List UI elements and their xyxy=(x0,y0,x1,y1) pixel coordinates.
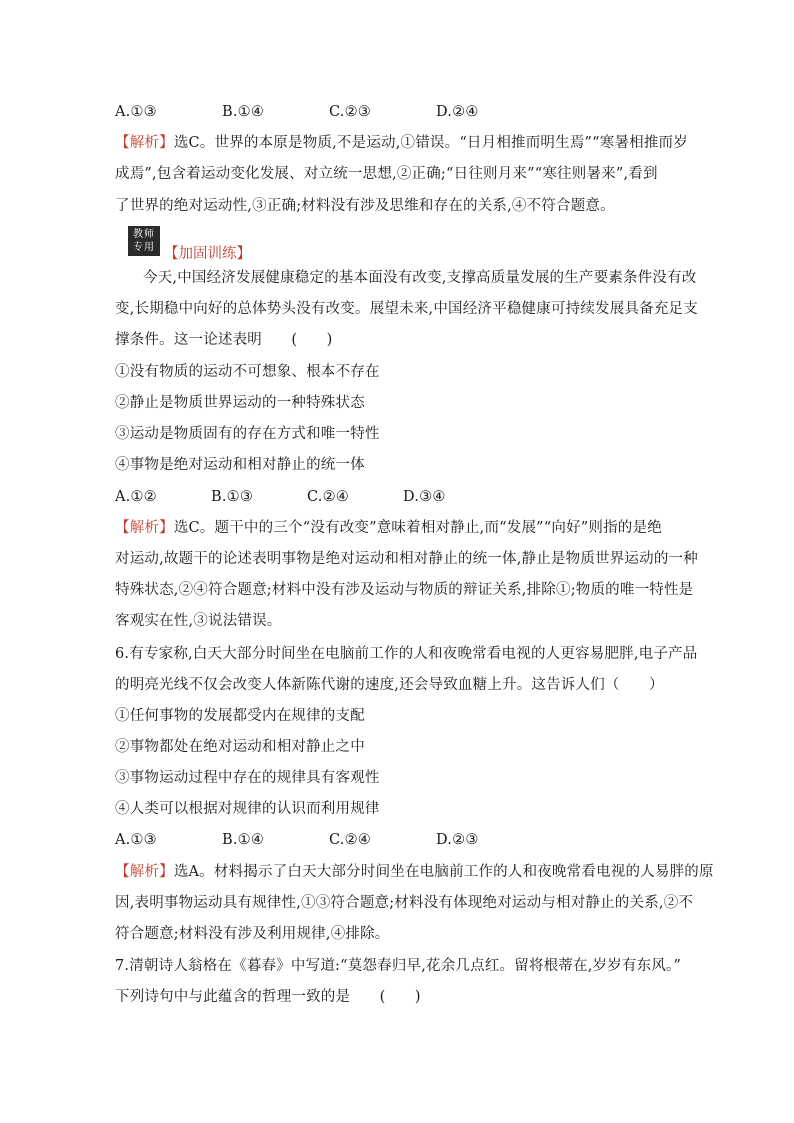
extra-analysis-line-3: 特殊状态,②④符合题意;材料中没有涉及运动与物质的辩证关系,排除①;物质的唯一特性是 xyxy=(115,582,694,598)
q4-options xyxy=(115,102,695,122)
option-d: D.②④ xyxy=(436,104,479,120)
q6-item-4: ④人类可以根据对规律的认识而利用规律 xyxy=(115,801,380,817)
extra-stem-line-1: 今天,中国经济发展健康稳定的基本面没有改变,支撑高质量发展的生产要素条件没有改 xyxy=(143,270,697,286)
q6-item-3: ③事物运动过程中存在的规律具有客观性 xyxy=(115,770,380,786)
analysis-tag: 【解析】 xyxy=(115,864,174,880)
extra-item-3: ③运动是物质固有的存在方式和唯一特性 xyxy=(115,426,380,442)
reinforcement-label: 【加固训练】 xyxy=(164,246,251,262)
extra-item-1: ①没有物质的运动不可想象、根本不存在 xyxy=(115,364,380,380)
option-b: B.①③ xyxy=(211,489,254,505)
q6-item-2: ②事物都处在绝对运动和相对静止之中 xyxy=(115,739,365,755)
option-a: A.①③ xyxy=(115,104,157,120)
q4-analysis-line-3: 了世界的绝对运动性,③正确;材料没有涉及思维和存在的关系,④不符合题意。 xyxy=(115,198,615,214)
q7-stem-line-1: 7.清朝诗人翁格在《暮春》中写道:“莫怨春归早,花余几点红。留将根蒂在,岁岁有东风。” xyxy=(115,958,682,974)
extra-analysis-line-4: 客观实在性,③说法错误。 xyxy=(115,613,282,629)
extra-analysis-line-2: 对运动,故题干的论述表明事物是绝对运动和相对静止的统一体,静止是物质世界运动的一种 xyxy=(115,551,698,567)
analysis-tag: 【解析】 xyxy=(115,520,174,536)
q6-analysis-line-1: 【解析】选A。材料揭示了白天大部分时间坐在电脑前工作的人和夜晚常看电视的人易胖的原 xyxy=(115,864,714,880)
option-c: C.②③ xyxy=(329,104,371,120)
q6-analysis-line-3: 符合题意;材料没有涉及利用规律,④排除。 xyxy=(115,926,390,942)
option-b: B.①④ xyxy=(222,104,265,120)
option-a: A.①② xyxy=(115,489,157,505)
extra-stem-line-2: 变,长期稳中向好的总体势头没有改变。展望未来,中国经济平稳健康可持续发展具备充足支 xyxy=(115,301,698,317)
q6-item-1: ①任何事物的发展都受内在规律的支配 xyxy=(115,708,365,724)
q7-stem-line-2: 下列诗句中与此蕴含的哲理一致的是 ( ) xyxy=(115,989,421,1005)
extra-options xyxy=(115,487,695,507)
option-d: D.③④ xyxy=(403,489,446,505)
option-b: B.①④ xyxy=(222,832,265,848)
teacher-only-badge: 教师 专用 xyxy=(128,226,160,256)
q6-analysis-line-2: 因,表明事物运动具有规律性,①③符合题意;材料没有体现绝对运动与相对静止的关系,②不 xyxy=(115,895,694,911)
extra-analysis-line-1: 【解析】选C。题干中的三个“没有改变”意味着相对静止,而“发展”“向好”则指的是绝 xyxy=(115,520,662,536)
analysis-tag: 【解析】 xyxy=(115,135,174,151)
q6-options xyxy=(115,830,695,850)
option-d: D.②③ xyxy=(436,832,479,848)
extra-item-2: ②静止是物质世界运动的一种特殊状态 xyxy=(115,395,365,411)
extra-item-4: ④事物是绝对运动和相对静止的统一体 xyxy=(115,457,365,473)
extra-stem-line-3: 撑条件。这一论述表明 ( ) xyxy=(115,332,333,348)
q4-analysis-line-1: 【解析】选C。世界的本原是物质,不是运动,①错误。“日月相推而明生焉”“寒暑相推而岁 xyxy=(115,135,688,151)
q4-analysis-line-2: 成焉”,包含着运动变化发展、对立统一思想,②正确;“日往则月来”“寒往则暑来”,看到 xyxy=(115,166,658,182)
q6-stem-line-1: 6.有专家称,白天大部分时间坐在电脑前工作的人和夜晚常看电视的人更容易肥胖,电子产品 xyxy=(115,646,698,662)
option-c: C.②④ xyxy=(307,489,349,505)
q6-stem-line-2: 的明亮光线不仅会改变人体新陈代谢的速度,还会导致血糖上升。这告诉人们（ ） xyxy=(115,677,664,693)
option-c: C.②④ xyxy=(329,832,371,848)
option-a: A.①③ xyxy=(115,832,157,848)
